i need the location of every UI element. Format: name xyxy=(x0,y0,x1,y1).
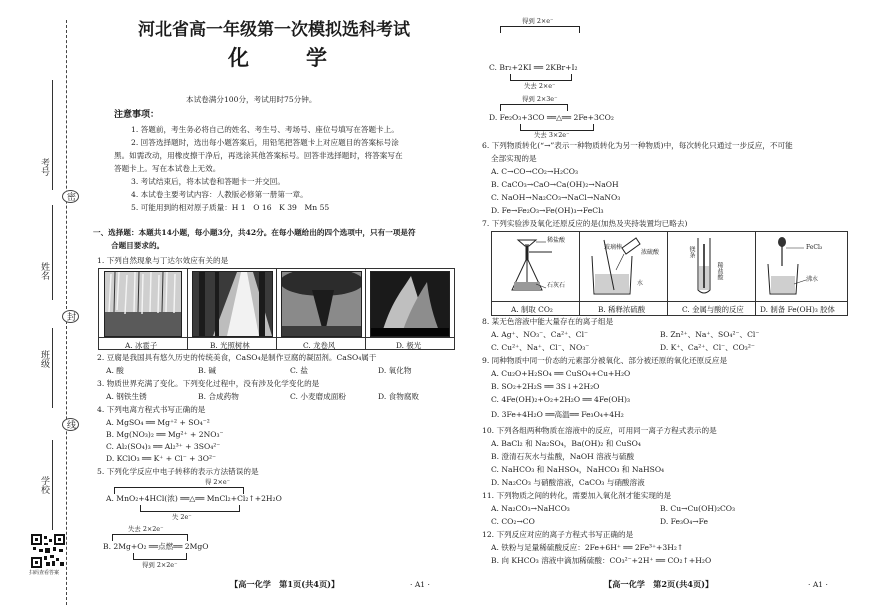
exam-title: 河北省高一年级第一次模拟选科考试 xyxy=(138,20,410,40)
q3-option-d[interactable]: D. 食物腐败 xyxy=(378,392,420,401)
q7a-label-acid: 稀盐酸 xyxy=(547,237,566,244)
note-5: 5. 可能用到的相对原子质量：H 1 O 16 K 39 Mn 55 xyxy=(131,203,330,212)
q3-option-b[interactable]: B. 合成药物 xyxy=(198,392,239,401)
q8-option-c[interactable]: C. Cu²⁺、Na⁺、Cl⁻、NO₃⁻ xyxy=(491,343,590,352)
q11-option-c[interactable]: C. CO₂→CO xyxy=(491,517,535,526)
photo-hail xyxy=(104,271,182,337)
q8-option-b[interactable]: B. Zn²⁺、Na⁺、SO₄²⁻、Cl⁻ xyxy=(660,330,760,339)
photo-aurora xyxy=(370,271,450,337)
side-mark-feng: 封 xyxy=(62,310,79,323)
q10-option-c[interactable]: C. NaHCO₃ 和 NaHSO₄，NaHCO₃ 和 NaHSO₄ xyxy=(491,465,665,474)
question-9: 9. 同种物质中同一价态的元素部分被氧化、部分被还原的氧化还原反应是 xyxy=(482,356,728,365)
q5a-arrow-top xyxy=(114,487,244,494)
q5c-arrow-top xyxy=(500,26,580,33)
q7d-label-fecl3: FeCl₃ xyxy=(806,244,823,251)
side-label-xingming: 姓名 xyxy=(39,262,49,280)
q1-option-b[interactable]: B. 光照树林 xyxy=(210,341,250,350)
side-mark-xian: 线 xyxy=(62,418,79,431)
q1-option-c[interactable]: C. 龙卷风 xyxy=(303,341,336,350)
q11-option-a[interactable]: A. Na₂CO₃→NaHCO₃ xyxy=(491,504,570,513)
q5-option-b[interactable]: B. 2Mg+O₂ ══点燃══ 2MgO xyxy=(103,542,209,551)
apparatus-fe-colloid xyxy=(760,234,844,298)
q11-option-b[interactable]: B. Cu→Cu(OH)₂CO₃ xyxy=(660,504,736,513)
q6-option-d[interactable]: D. Fe→Fe₂O₃→Fe(OH)₃→FeCl₃ xyxy=(491,206,604,215)
q12-option-b[interactable]: B. 向 KHCO₃ 溶液中滴加稀硫酸：CO₃²⁻+2H⁺ ══ CO₂↑+H₂O xyxy=(491,556,712,565)
question-4: 4. 下列电离方程式书写正确的是 xyxy=(97,405,206,414)
q2-option-b[interactable]: B. 碱 xyxy=(198,366,217,375)
q1-grid-vline xyxy=(187,268,188,349)
q2-option-a[interactable]: A. 酸 xyxy=(106,366,124,375)
q5b-label-bottom: 得到 2×2e⁻ xyxy=(142,561,178,569)
q7b-label-water: 水 xyxy=(637,280,644,287)
side-underline-kaohao xyxy=(52,80,53,190)
note-3: 3. 考试结束后，将本试卷和答题卡一并交回。 xyxy=(131,177,285,186)
q5d-label-bottom: 失去 3×2e⁻ xyxy=(534,131,570,139)
q11-option-d[interactable]: D. Fe₃O₄→Fe xyxy=(660,517,709,526)
q6-option-a[interactable]: A. C→CO→CO₂→H₂CO₃ xyxy=(491,167,579,176)
side-underline-xuexiao xyxy=(52,440,53,530)
apparatus-dilute-acid xyxy=(584,234,664,298)
q7-option-a[interactable]: A. 制取 CO₂ xyxy=(511,305,553,314)
note-1: 1. 答题前，考生务必将自己的姓名、考生号、考场号、座位号填写在答题卡上。 xyxy=(131,125,399,134)
q7a-label-limestone: 石灰石 xyxy=(547,282,566,289)
side-underline-xingming xyxy=(52,205,53,300)
q7d-label-water: 沸水 xyxy=(806,276,819,283)
q9-option-d[interactable]: D. 3Fe+4H₂O ══高温══ Fe₃O₄+4H₂ xyxy=(491,410,624,419)
side-label-xuexiao: 学校 xyxy=(39,476,49,494)
q5c-label-bottom: 失去 2×e⁻ xyxy=(524,82,556,90)
q7-option-d[interactable]: D. 制备 Fe(OH)₃ 胶体 xyxy=(760,305,835,314)
q2-option-c[interactable]: C. 盐 xyxy=(290,366,308,375)
question-7: 7. 下列实验涉及氧化还原反应的是(加热及夹持装置均已略去) xyxy=(482,219,688,228)
footer-page-2: 【高一化学 第2页(共4页)】 xyxy=(604,579,714,589)
q7-grid-vline xyxy=(667,231,668,315)
q1-grid-vline xyxy=(365,268,366,349)
notes-title: 注意事项： xyxy=(114,110,160,120)
q9-option-c[interactable]: C. 4Fe(OH)₂+O₂+2H₂O ══ 4Fe(OH)₃ xyxy=(491,395,631,404)
note-2: 2. 回答选择题时，选出每小题答案后，用铅笔把答题卡上对应题目的答案标号涂 xyxy=(131,138,399,147)
note-2c: 答题卡上。写在本试卷上无效。 xyxy=(114,164,221,173)
note-2b: 黑。如需改动，用橡皮擦干净后，再选涂其他答案标号。回答非选择题时，将答案写在 xyxy=(114,151,403,160)
side-mark-mi: 密 xyxy=(62,190,79,203)
q3-option-a[interactable]: A. 钢铁生锈 xyxy=(106,392,147,401)
subject-title: 化 学 xyxy=(228,45,345,70)
q6-option-c[interactable]: C. NaOH→Na₂CO₃→NaCl→NaNO₃ xyxy=(491,193,621,202)
apparatus-metal-acid xyxy=(672,234,752,298)
q10-option-a[interactable]: A. BaCl₂ 和 Na₂SO₄，Ba(OH)₂ 和 CuSO₄ xyxy=(491,439,641,448)
question-10: 10. 下列各组两种物质在溶液中的反应，可用同一离子方程式表示的是 xyxy=(482,426,717,435)
q7-grid-vline xyxy=(755,231,756,315)
q5-option-c[interactable]: C. Br₂+2KI ══ 2KBr+I₂ xyxy=(489,63,578,72)
q7b-label-acid: 浓硫酸 xyxy=(641,249,660,256)
q5a-arrow-bottom xyxy=(140,505,240,512)
footer-code-2: · A1 · xyxy=(808,580,828,589)
q10-option-b[interactable]: B. 澄清石灰水与盐酸，NaOH 溶液与硫酸 xyxy=(491,452,635,461)
q7b-label-rod: 玻璃棒 xyxy=(604,244,623,251)
q7-grid-vline xyxy=(579,231,580,315)
q1-grid-vline xyxy=(276,268,277,349)
section-1-heading: 一、选择题：本题共14小题，每小题3分，共42分。在每小题给出的四个选项中，只有一项是符 xyxy=(93,228,416,237)
q8-option-a[interactable]: A. Ag⁺、NO₃⁻、Ca²⁺、Cl⁻ xyxy=(491,330,589,339)
q2-option-d[interactable]: D. 氧化物 xyxy=(378,366,412,375)
exam-info: 本试卷满分100分，考试用时75分钟。 xyxy=(186,95,317,104)
question-1: 1. 下列自然现象与丁达尔效应有关的是 xyxy=(97,256,229,265)
q5b-arrow-top xyxy=(112,534,188,541)
q5d-label-top: 得到 2×3e⁻ xyxy=(522,95,558,103)
question-6b: 全部实现的是 xyxy=(491,154,537,163)
section-1-heading-b: 合题目要求的。 xyxy=(111,241,165,250)
q10-option-d[interactable]: D. Na₂CO₃ 与硝酸溶液，CaCO₃ 与硝酸溶液 xyxy=(491,478,645,487)
question-12: 12. 下列反应对应的离子方程式书写正确的是 xyxy=(482,530,634,539)
q5b-arrow-bottom xyxy=(133,553,187,560)
q1-option-a[interactable]: A. 冰雹子 xyxy=(125,341,158,350)
note-4: 4. 本试卷主要考试内容：人教版必修第一册第一章。 xyxy=(131,190,308,199)
q7-option-c[interactable]: C. 金属与酸的反应 xyxy=(682,305,744,314)
q9-option-b[interactable]: B. SO₂+2H₂S ══ 3S↓+2H₂O xyxy=(491,382,600,391)
q12-option-a[interactable]: A. 铁粉与足量稀硫酸反应：2Fe+6H⁺ ══ 2Fe³⁺+3H₂↑ xyxy=(491,543,684,552)
footer-code-1: · A1 · xyxy=(410,580,430,589)
photo-sunlit-forest xyxy=(192,271,273,337)
q5a-label-top: 得 2×e⁻ xyxy=(205,478,230,486)
question-11: 11. 下列物质之间的转化，需要加入氧化剂才能实现的是 xyxy=(482,491,672,500)
q4-option-a[interactable]: A. MgSO₄ ══ Mg⁺² + SO₄⁻² xyxy=(106,418,210,427)
q4-option-c[interactable]: C. Al₂(SO₄)₃ ══ Al₂³⁺ + 3SO₄²⁻ xyxy=(106,442,221,451)
q7c-label-acid: 稀盐酸 xyxy=(716,262,723,280)
side-label-kaohao: 考号 xyxy=(39,158,49,176)
question-8: 8. 某无色溶液中能大量存在的离子组是 xyxy=(482,317,614,326)
side-underline-banji xyxy=(52,328,53,408)
q5b-label-top: 失去 2×2e⁻ xyxy=(128,525,164,533)
q5d-arrow-bottom xyxy=(520,124,594,131)
question-2: 2. 豆腐是我国具有悠久历史的传统美食，CaSO₄是制作豆腐的凝固剂。CaSO₄属于 xyxy=(97,353,377,362)
q7-grid-hline xyxy=(491,301,847,302)
q5-option-a[interactable]: A. MnO₂+4HCl(浓) ══△══ MnCl₂+Cl₂↑+2H₂O xyxy=(106,494,282,503)
q5c-arrow-bottom xyxy=(510,74,572,81)
q4-option-d[interactable]: D. KClO₃ ══ K⁺ + Cl⁻ + 3O²⁻ xyxy=(106,454,217,463)
q7-option-b[interactable]: B. 稀释浓硫酸 xyxy=(598,305,646,314)
qr-caption: 扫码查看答案 xyxy=(29,570,60,576)
photo-tornado xyxy=(281,271,362,337)
q3-option-c[interactable]: C. 小麦磨成面粉 xyxy=(290,392,346,401)
q7c-label-mg: 镁条 xyxy=(688,246,695,258)
q9-option-a[interactable]: A. Cu₂O+H₂SO₄ ══ CuSO₄+Cu+H₂O xyxy=(491,369,631,378)
qr-code[interactable] xyxy=(31,534,65,568)
side-label-banji: 班级 xyxy=(39,350,49,368)
q5c-label-top: 得到 2×e⁻ xyxy=(522,17,554,25)
question-5: 5. 下列化学反应中电子转移的表示方法错误的是 xyxy=(97,467,259,476)
q5-option-d[interactable]: D. Fe₂O₃+3CO ══△══ 2Fe+3CO₂ xyxy=(489,113,614,122)
footer-page-1: 【高一化学 第1页(共4页)】 xyxy=(230,579,340,589)
q8-option-d[interactable]: D. K⁺、Ca²⁺、Cl⁻、CO₃²⁻ xyxy=(660,343,755,352)
question-6: 6. 下列物质转化(“→”表示一种物质转化为另一种物质)中，每次转化只通过一步反应，不可能 xyxy=(482,141,793,150)
q6-option-b[interactable]: B. CaCO₃→CaO→Ca(OH)₂→NaOH xyxy=(491,180,619,189)
question-3: 3. 物质世界充满了变化。下列变化过程中，没有涉及化学变化的是 xyxy=(97,379,320,388)
q1-option-d[interactable]: D. 极光 xyxy=(396,341,422,350)
q5d-arrow-top xyxy=(500,104,568,111)
q5a-label-bottom: 失 2e⁻ xyxy=(172,513,192,521)
q4-option-b[interactable]: B. Mg(NO₃)₂ ══ Mg²⁺ + 2NO₃⁻ xyxy=(106,430,224,439)
